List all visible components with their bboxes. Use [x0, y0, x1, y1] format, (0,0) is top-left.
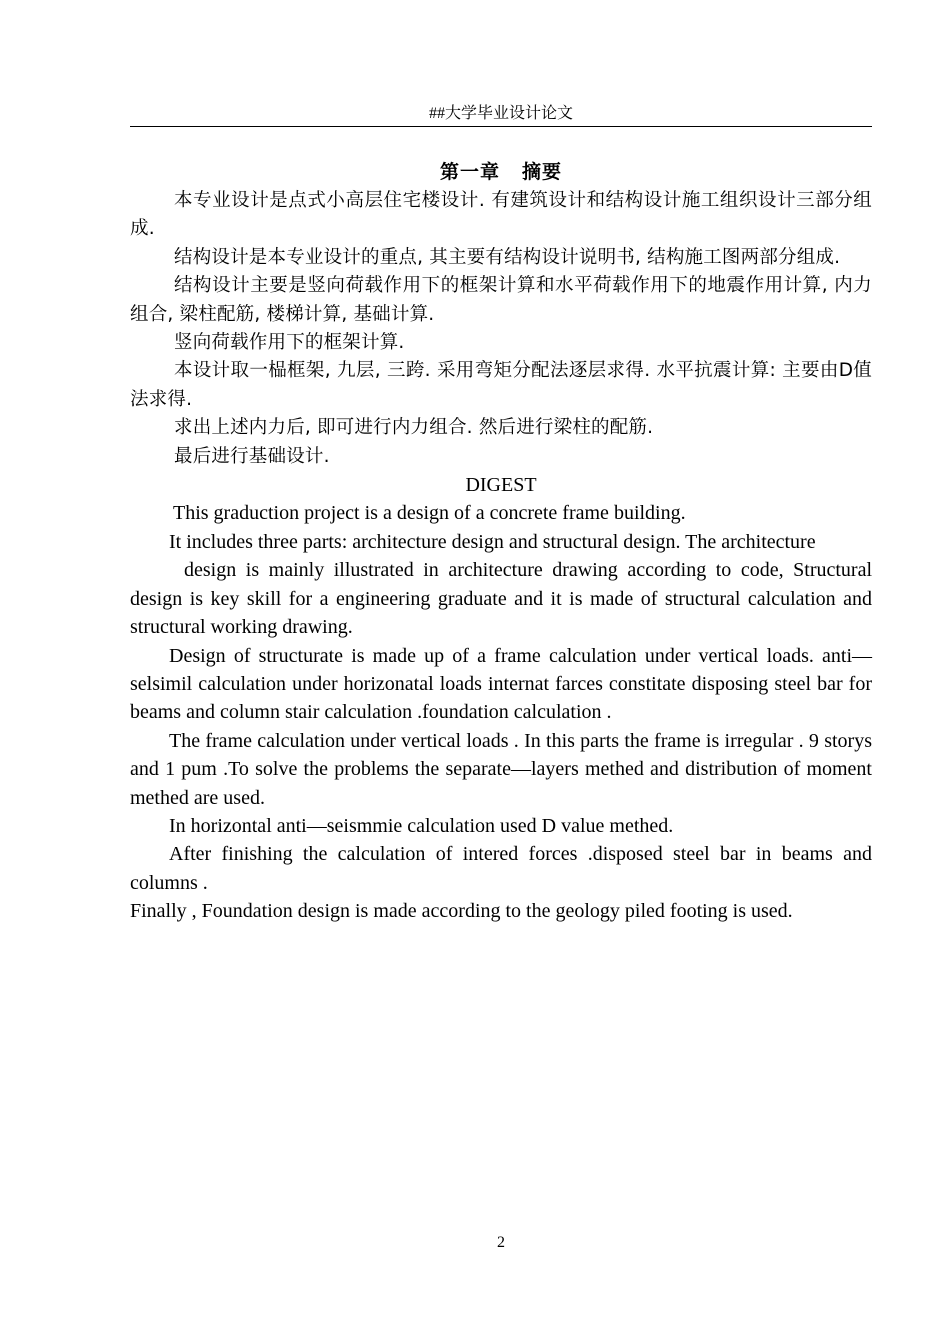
chapter-number: 第一章	[439, 161, 500, 183]
page-number: 2	[497, 1234, 505, 1251]
digest-paragraph: design is mainly illustrated in architecture drawing according to code, Structural design is key skill for a engineering graduate and it is made of structural calculation and structural working drawing.	[130, 559, 872, 639]
digest-paragraph: Design of structurate is made up of a frame calculation under vertical loads. anti—selsimil calculation under horizonatal loads internat farces constitate disposing steel bar for beams and column stair calculation .foundation calculation .	[130, 644, 872, 724]
abstract-paragraph: 本专业设计是点式小高层住宅楼设计. 有建筑设计和结构设计施工组织设计三部分组成.	[130, 190, 872, 240]
abstract-paragraph: 最后进行基础设计.	[174, 445, 330, 467]
running-header: ##大学毕业设计论文	[428, 105, 573, 122]
chapter-title: 摘要	[522, 161, 563, 183]
abstract-paragraph: 结构设计主要是竖向荷载作用下的框架计算和水平荷载作用下的地震作用计算, 内力组合, 梁柱配筋, 楼梯计算, 基础计算.	[130, 275, 872, 325]
digest-heading: DIGEST	[465, 474, 537, 497]
chapter-heading	[130, 157, 872, 187]
abstract-paragraph: 本设计取一榀框架, 九层, 三跨. 采用弯矩分配法逐层求得. 水平抗震计算: 主要由D值法求得.	[130, 360, 872, 410]
digest-paragraph: The frame calculation under vertical loads . In this parts the frame is irregular . 9 storys and 1 pum .To solve the problems the separate—layers methed and distribution of moment methed are used.	[130, 729, 872, 809]
abstract-paragraph: 结构设计是本专业设计的重点, 其主要有结构设计说明书, 结构施工图两部分组成.	[174, 246, 841, 268]
header-rule	[130, 126, 872, 127]
abstract-paragraph: 竖向荷载作用下的框架计算.	[174, 332, 405, 354]
digest-paragraph: It includes three parts: architecture design and structural design. The architecture	[169, 530, 816, 553]
abstract-paragraph: 求出上述内力后, 即可进行内力组合. 然后进行梁柱的配筋.	[174, 417, 654, 439]
digest-paragraph: After finishing the calculation of intered forces .disposed steel bar in beams and columns .	[130, 843, 872, 894]
digest-paragraph: This graduction project is a design of a concrete frame building.	[173, 502, 686, 525]
digest-paragraph: In horizontal anti—seismmie calculation used D value methed.	[169, 814, 674, 837]
digest-paragraph: Finally , Foundation design is made according to the geology piled footing is used.	[130, 900, 793, 923]
page-body	[130, 157, 872, 926]
